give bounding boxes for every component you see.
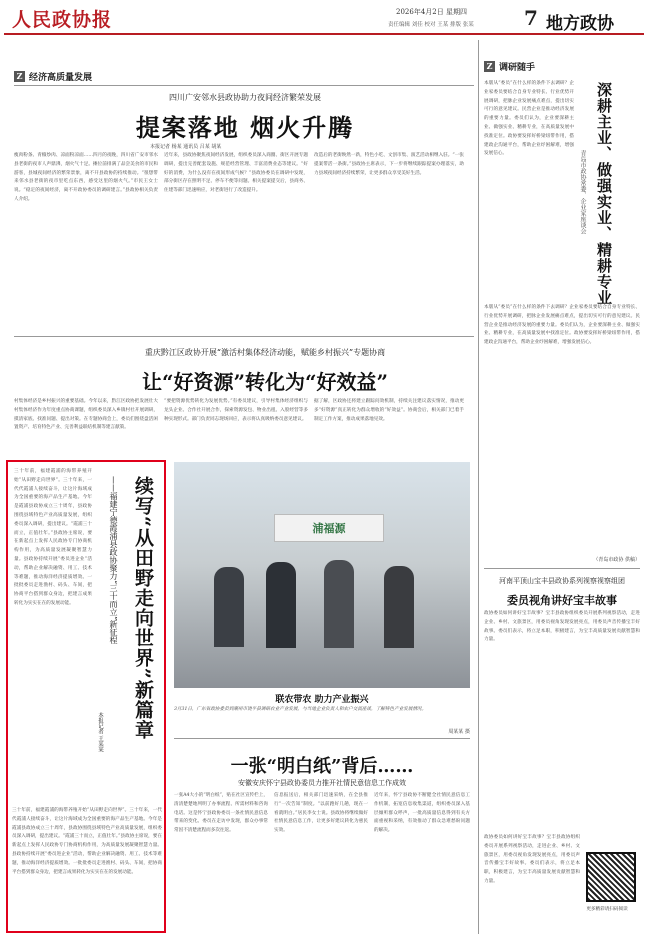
right-column-title: 深耕主业、做强实业、精耕专业 [595,82,613,306]
story1-byline: 本报记者 杨某 通讯员 吕某 胡某 [150,144,222,150]
issue-date: 2026年4月2日 星期四 [396,8,467,16]
editor-credits: 责任编辑 刘佳 校对 王某 排版 张某 [388,22,474,28]
featured-text-top: 三十年前，福建霞浦的海带养殖开始“从田野走向世界”。三十年来，一代代霞浦人接续奋斗，让这片海域成为全国重要的海产品生产基地。今年是霞浦县政协成立三十周年，县政协围绕县域特色产业高质量发展，组织委员深入调研，提出建议。“霞浦三十而立，正值壮年。”县政协主席说，要在新起点上发挥人民政协专门协商机构作用，为高质量发展凝聚智慧力量。县政协持续开展“委员进企业”活动，帮助企业解决融资、用工、技术等难题，推动海洋经济提质增效。一批批委员走进渔村、码头、车间，把协商平台搭到群众身边，把建言成果转化为实实在在的发展动能。 [14,469,92,606]
story1-col1: 瘦肉粉条、青椒炒肉、凉面粉凉面……四月的夜晚，四川省广安市邻水县老街的夜市人声鼎沸，烟火气十足。摊位前排满了品尝美食的市民和游客，县城夜间经济的繁荣景象，离不开县政协的持续推动。“很想带来邻水县老街的夜市里吃点东西，感受这里的烟火气。”市民王女士说。“稳定的夜间经济，离不开政协委员的调研建言。”县政协相关负责人介绍。 [14,153,158,202]
newspaper-logo: 人民政协报 [12,9,113,31]
column-mark-icon: Z [14,71,25,82]
photo-caption-text: 3月31日，广东省政协委员到潮州市饶平县调研农业产业发展，与当地企业负责人和农户交流座谈，了解特色产业发展情况。 [174,707,427,712]
page-number: 7 [524,6,538,30]
right-story2-text: 政协委员如何讲好宝丰故事？宝丰县政协组织委员开展系列视察活动，走进企业、乡村、文旅景区，用委员视角发现发展亮点，用委员声音传播宝丰好故事。委员们表示，将立足本职，积极建言，为宝丰高质量发展贡献智慧和力量。 [484,611,640,643]
divider [14,336,474,337]
page-name: 地方政协 [546,14,614,34]
featured-subtitle: ——福建宁德霞浦县政协聚力“三十而立”新征程 [109,476,118,645]
right-column-credit: （青岛市政协 供稿） [593,557,640,563]
bottom-story-headline: 一张“明白纸”背后…… [230,756,414,777]
photo-person [266,562,296,648]
story2-col2: “要把资源优势转化为发展优势。”有委员建议，引导村集体经济组织与龙头企业、合作社开展合作，探索资源发包、物业出租、入股经营等多种实现形式。部门负责同志现场回应，表示将认真吸纳委员意见建议。 [164,399,308,422]
bottom-story-col1: 一张A4大小的“明白纸”，贴在社区宣传栏上，清清楚楚地列明了办事流程、所需材料和咨询电话。这是怀宁县政协委员一条社情民意信息带来的变化。委员在走访中发现，群众办事常常因不清楚流程而多次往返。 [174,793,268,834]
featured-article-box [6,460,166,933]
column-mark-icon: Z [484,61,495,72]
right-column-label: 调研随手 [499,63,536,73]
right-column-author: 青岛市政协常委、企业家座谈会 [579,150,586,234]
right-story2-text-bottom: 政协委员如何讲好宝丰故事？宝丰县政协组织委员开展系列视察活动，走进企业、乡村、文旅景区，用委员视角发现发展亮点，用委员声音传播宝丰好故事。委员们表示，将立足本职，积极建言，为宝丰高质量发展贡献智慧和力量。 [484,835,580,884]
photo-person [214,567,244,647]
photo-person [324,560,354,648]
bottom-story-col2: 信息报送后，相关部门迅速采纳，在全县推行“一次告知”制度。“以前跑好几趟，现在一看就明白。”居民李女士说。县政协将继续做好社情民意信息工作，让更多好建议转化为惠民实效。 [274,793,368,834]
story2-col1: 村集体经济是乡村振兴的重要基础。今年以来，黔江区政协把发展壮大村集体经济作为年度重点协商课题，组织委员深入乡镇村社开展调研，摸清家底、找准问题、提出对策。在专题协商会上，委员们围绕盘活闲置资产、培育特色产业、完善利益联结机制等建言献策。 [14,399,158,431]
masthead [4,3,644,35]
section-column-bar [14,70,92,83]
photo-caption-title: 联农带农 助力产业振兴 [275,695,369,705]
divider [174,738,470,739]
divider [14,85,474,86]
featured-byline: 本报记者 王某某 [97,712,103,753]
right-column-bar [484,60,535,73]
featured-text-bottom: 三十年前，福建霞浦的海带养殖开始“从田野走向世界”。三十年来，一代代霞浦人接续奋斗，让这片海域成为全国重要的海产品生产基地。今年是霞浦县政协成立三十周年，县政协围绕县域特色产业高质量发展，组织委员深入调研，提出建议。“霞浦三十而立，正值壮年。”县政协主席说，要在新起点上发挥人民政协专门协商机构作用，为高质量发展凝聚智慧力量。县政协持续开展“委员进企业”活动，帮助企业解决融资、用工、技术等难题，推动海洋经济提质增效。一批批委员走进渔村、码头、车间，把协商平台搭到群众身边，把建言成果转化为实实在在的发展动能。 [12,808,162,875]
story2-subtitle: 重庆黔江区政协开展“激活村集体经济动能，赋能乡村振兴”专题协商 [144,348,386,357]
bottom-story-col3: 近年来，怀宁县政协不断健全社情民意信息工作机制，拓宽信息收集渠道，组织委员深入基层倾听群众呼声，一批高质量信息得到有关方面重视和采纳，有效推动了群众急难愁盼问题的解决。 [374,793,470,834]
photo-credit: 周某某 摄 [448,729,470,735]
right-column-text-top: 本版从“委员”在什么样的条件下去调研？企业家委员要结合自身专业特长、行业优势开展调研，把脉企业发展痛点难点，提出切实可行的意见建议。民营企业是推动经济发展的重要力量。委员们认为，企业要深耕主业、做强实业、精耕专业，在高质量发展中找准定位。政协要发挥好桥梁纽带作用，搭建政企沟通平台，帮助企业纾困解难，增强发展信心。 [484,81,574,157]
right-story2-subtitle: 河南平顶山宝丰县政协系列视察视察组团 [499,577,625,585]
story1-headline: 提案落地 烟火升腾 [135,113,355,142]
column-divider [478,40,479,934]
story2-col3: 据了解，区政协还将建立跟踪问效机制，持续关注建议落实情况，推动更多“好资源”真正转化为群众增收的“好效益”。协商会后，相关部门已着手制定工作方案，推动成果落地见效。 [314,399,464,422]
qr-code-icon[interactable] [586,852,636,902]
right-column-text: 本版从“委员”在什么样的条件下去调研？企业家委员要结合自身专业特长、行业优势开展调研，把脉企业发展痛点难点，提出切实可行的意见建议。民营企业是推动经济发展的重要力量。委员们认为，企业要深耕主业、做强实业、精耕专业，在高质量发展中找准定位。政协要发挥好桥梁纽带作用，搭建政企沟通平台，帮助企业纾困解难，增强发展信心。 [484,305,640,346]
photo-person [384,566,414,648]
story1-col3: 改造后的老街焕然一新，特色小吃、文创市集、演艺活动相继入驻。“一张提案带活一条街。”县政协主席表示，下一步将继续跟踪提案办理落实，助力县域夜间经济持续繁荣，让更多群众享受美好生活。 [314,153,464,176]
divider [484,568,640,569]
bottom-story-subtitle: 安徽安庆怀宁县政协委员力推开社情民意信息工作成效 [238,779,406,787]
news-photo [174,462,470,688]
qr-code-caption: 更多精彩请扫码阅读 [586,907,628,912]
story2-headline: 让“好资源”转化为“好效益” [141,370,388,394]
section-column-label: 经济高质量发展 [29,73,93,83]
featured-title: 续写“从田野走向世界”新篇章 [132,476,154,740]
story1-subtitle: 四川广安邻水县政协助力夜间经济繁荣发展 [169,93,321,102]
photo-signboard: 浦福源 [274,514,384,542]
story1-col2: 近年来，县政协聚焦夜间经济发展，组织委员深入商圈、街区开展专题调研，提出完善配套设施、规范经营管理、丰富消费业态等建议。“好好的消费，为什么没有在夜间形成气候？”县政协委员在调研中发现，部分街区存在照明不足、停车不便等问题。相关提案提交后，县商务、住建等部门迅速响应，对老街进行了改造提升。 [164,153,308,194]
right-story2-headline: 委员视角讲好宝丰故事 [507,594,617,607]
